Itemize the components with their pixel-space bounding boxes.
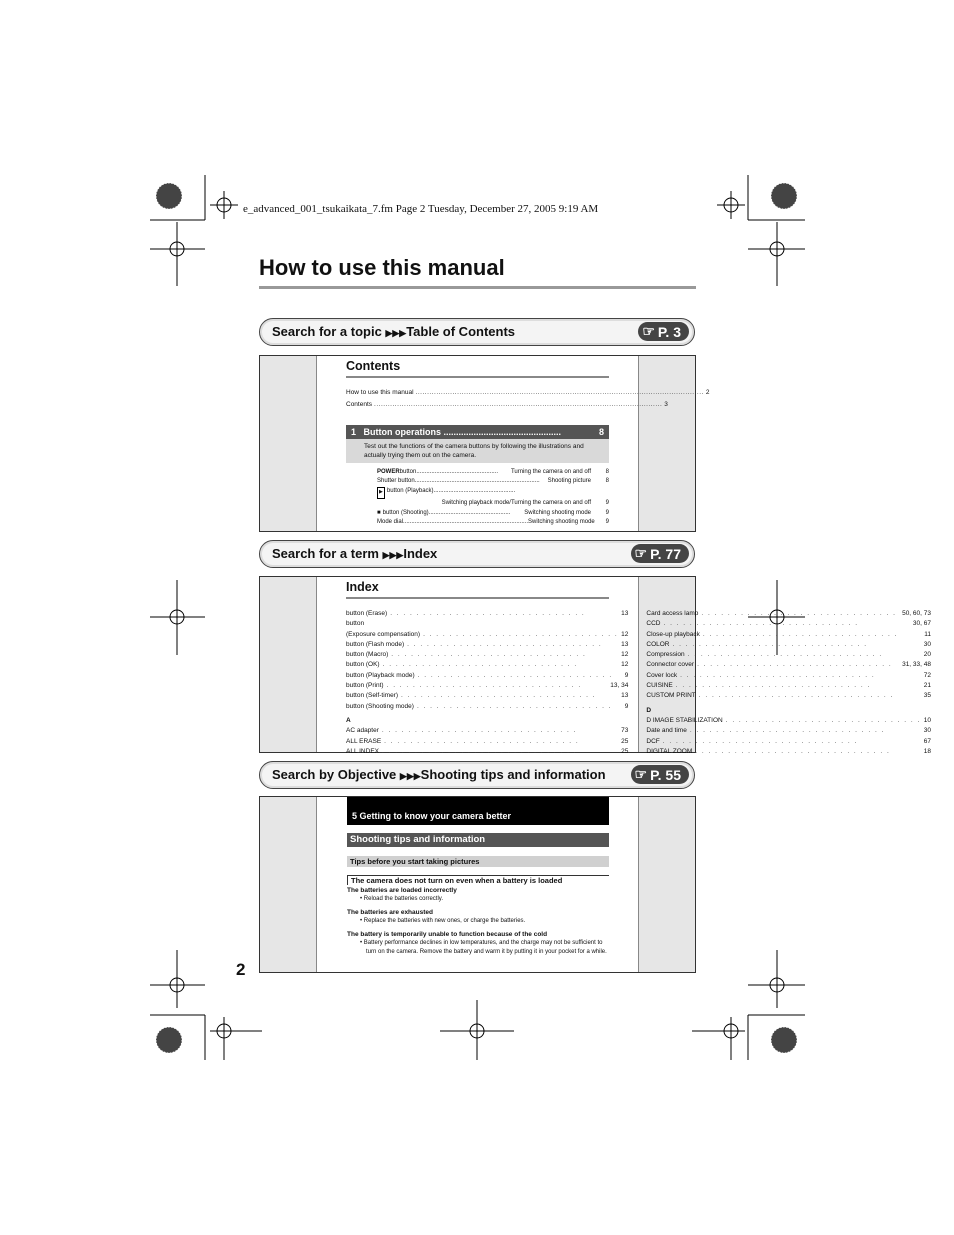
index-entry: button (Shooting mode) . . . . . . . . . . . . . . . . . . . . . . . . . . . . . . 9 — [346, 702, 629, 710]
index-entry: (Exposure compensation) . . . . . . . . . . . . . . . . . . . . . . . . . . . . . . 12 — [346, 630, 629, 638]
page-title: How to use this manual — [259, 255, 505, 280]
index-entry: CCD . . . . . . . . . . . . . . . . . . . . . . . . . . . . . . 30, 67 — [646, 620, 931, 628]
search-objective-label: Search by Objective ▶▶▶Shooting tips and information — [272, 767, 606, 782]
pointing-hand-icon: ☞ — [634, 545, 648, 561]
index-entry: button — [346, 620, 365, 628]
index-entry: COLOR . . . . . . . . . . . . . . . . . . . . . . . . . . . . . . 30 — [646, 640, 931, 648]
index-entry: button (OK) . . . . . . . . . . . . . . . . . . . . . . . . . . . . . . 12 — [346, 661, 629, 669]
page-ref-badge: ☞ P. 3 — [638, 322, 689, 341]
index-column-left — [346, 609, 628, 757]
search-term-label: Search for a term ▶▶▶Index — [272, 546, 438, 561]
index-rule — [346, 597, 609, 599]
toc-row: Contents ............................................................................................................................. 3 — [346, 401, 668, 409]
index-entry: button (Print) . . . . . . . . . . . . . . . . . . . . . . . . . . . . . . 13, 34 — [346, 682, 629, 690]
index-entry: ALL INDEX . . . . . . . . . . . . . . . . . . . . . . . . . . . . . . 25 — [346, 747, 629, 755]
pointing-hand-icon: ☞ — [634, 766, 648, 782]
index-sample-panel — [259, 576, 931, 755]
camera-icon: ■ — [377, 509, 381, 516]
chapter-5-header: 5 Getting to know your camera better — [347, 797, 609, 825]
subsection-bar: Tips before you start taking pictures — [347, 856, 609, 867]
index-entry: D IMAGE STABILIZATION . . . . . . . . . . . . . . . . . . . . . . . . . . . . . . 10 — [646, 716, 931, 724]
search-objective-bar — [259, 761, 695, 789]
index-entry: button (Playback mode) . . . . . . . . . . . . . . . . . . . . . . . . . . . . . . 9 — [346, 671, 629, 679]
tip-item: The batteries are exhausted • Replace the batteries with new ones, or charge the batteries. — [347, 909, 526, 924]
button-row: POWER button ................................................. Turning the camera on and off 8 — [377, 468, 609, 475]
index-entry: DIGITAL ZOOM . . . . . . . . . . . . . . . . . . . . . . . . . . . . . . 18 — [646, 747, 931, 755]
index-entry: Cover lock . . . . . . . . . . . . . . . . . . . . . . . . . . . . . . 72 — [646, 671, 931, 679]
search-term-bar — [259, 540, 695, 568]
index-entry: Close-up playback . . . . . . . . . . . . . . . . . . . . . . . . . . . . . . 11 — [646, 630, 931, 638]
index-entry: Connector cover . . . . . . . . . . . . . . . . . . . . . . . . . . . . . . 31, 33, 48 — [646, 661, 931, 669]
panel-left-margin — [260, 577, 317, 752]
index-entry: Card access lamp . . . . . . . . . . . . . . . . . . . . . . . . . . . . . . 50, 60, 73 — [646, 610, 931, 617]
question-box: The camera does not turn on even when a battery is loaded — [347, 875, 609, 885]
contents-rule — [346, 376, 609, 378]
index-entry: button (Erase) . . . . . . . . . . . . . . . . . . . . . . . . . . . . . . 13 — [346, 610, 629, 617]
index-heading: Index — [346, 580, 379, 594]
search-topic-label: Search for a topic ▶▶▶Table of Contents — [272, 324, 516, 339]
contents-sample-panel — [259, 355, 710, 532]
button-row: ▶ button (Playback) ................................................. — [377, 487, 609, 499]
index-letter-heading: A — [346, 716, 351, 724]
button-row: ■ button (Shooting) ................................................. Switching shooting mode 9 — [377, 509, 609, 519]
index-entry: ALL ERASE . . . . . . . . . . . . . . . . . . . . . . . . . . . . . . 25 — [346, 737, 629, 745]
index-entry: DCF . . . . . . . . . . . . . . . . . . . . . . . . . . . . . . 67 — [646, 737, 931, 745]
toc-row: How to use this manual ............................................................................................................................. 2 — [346, 388, 710, 396]
panel-right-margin — [638, 797, 695, 972]
pointing-hand-icon: ☞ — [642, 323, 655, 339]
panel-left-margin — [260, 797, 317, 972]
index-letter-heading: D — [646, 706, 652, 714]
objective-sample-panel — [259, 796, 696, 973]
index-columns — [346, 609, 931, 757]
page-ref-badge: ☞ P. 55 — [631, 765, 689, 784]
button-row: Switching playback mode/Turning the camera on and off 9 — [441, 499, 609, 506]
playback-icon: ▶ — [377, 487, 385, 499]
index-entry: CUSTOM PRINT . . . . . . . . . . . . . . . . . . . . . . . . . . . . . . 35 — [646, 692, 931, 700]
tip-item: The batteries are loaded incorrectly • Reload the batteries correctly. — [347, 887, 457, 902]
index-column-right — [646, 609, 931, 757]
button-row: Mode dial ........................................................................... Switching shooting mode 9 — [377, 519, 609, 526]
tip-item: The battery is temporarily unable to function because of the cold • Battery performance declines in low temperatures, and the charge may not be sufficient to turn on the camera. Remove the battery and warm it by putting it in your pocket for a while. — [347, 931, 607, 955]
search-topic-bar — [259, 318, 695, 346]
title-rule — [259, 286, 696, 289]
index-entry: AC adapter . . . . . . . . . . . . . . . . . . . . . . . . . . . . . . 73 — [346, 727, 629, 735]
panel-right-margin — [638, 356, 695, 531]
chapter-header: 1 Button operations ............................................... 8 — [346, 425, 609, 439]
button-row: Shutter button ........................................................................... Shooting picture 8 — [377, 478, 609, 485]
index-entry: CUISINE . . . . . . . . . . . . . . . . . . . . . . . . . . . . . . 21 — [646, 682, 931, 690]
file-info: e_advanced_001_tsukaikata_7.fm Page 2 Tuesday, December 27, 2005 9:19 AM — [243, 203, 599, 215]
index-entry: Compression . . . . . . . . . . . . . . . . . . . . . . . . . . . . . . 20 — [646, 651, 931, 659]
index-entry: button (Self-timer) . . . . . . . . . . . . . . . . . . . . . . . . . . . . . . 13 — [346, 692, 629, 700]
chapter-description: Test out the functions of the camera buttons by following the illustrations and actually trying them out on the camera. — [346, 439, 609, 463]
page-ref-badge: ☞ P. 77 — [631, 544, 689, 563]
index-entry: Date and time . . . . . . . . . . . . . . . . . . . . . . . . . . . . . . 30 — [646, 727, 931, 735]
index-entry: button (Flash mode) . . . . . . . . . . . . . . . . . . . . . . . . . . . . . . 13 — [346, 640, 629, 648]
page-number: 2 — [236, 960, 246, 979]
contents-heading: Contents — [346, 359, 401, 373]
panel-left-margin — [260, 356, 317, 531]
index-entry: button (Macro) . . . . . . . . . . . . . . . . . . . . . . . . . . . . . . 12 — [346, 651, 629, 659]
section-bar: Shooting tips and information — [347, 833, 609, 847]
